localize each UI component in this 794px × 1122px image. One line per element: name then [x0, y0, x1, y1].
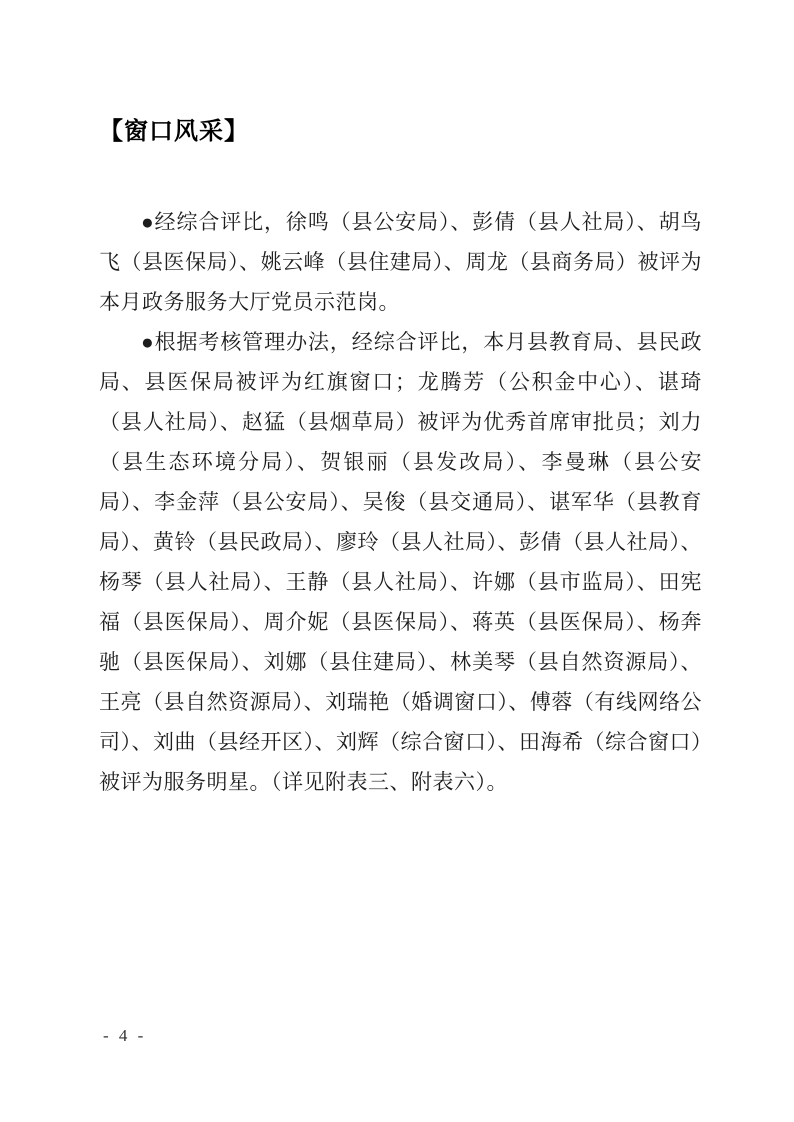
- paragraph-awards-party-model: ●经综合评比，徐鸣（县公安局）、彭倩（县人社局）、胡鸟飞（县医保局）、姚云峰（县住建局）、周龙（县商务局）被评为本月政务服务大厅党员示范岗。: [99, 210, 702, 314]
- page-number: - 4 -: [103, 1026, 147, 1045]
- paragraph-awards-red-flag-window: ●根据考核管理办法，经综合评比，本月县教育局、县民政局、县医保局被评为红旗窗口；龙腾芳（公积金中心）、谌琦（县人社局）、赵猛（县烟草局）被评为优秀首席审批员；刘力（县生态环境分局）、贺银丽（县发改局）、李曼琳（县公安局）、李金萍（县公安局）、吴俊（县交通局）、谌军华（县教育局）、黄铃（县民政局）、廖玲（县人社局）、彭倩（县人社局）、杨琴（县人社局）、王静（县人社局）、许娜（县市监局）、田宪福（县医保局）、周介妮（县医保局）、蒋英（县医保局）、杨奔驰（县医保局）、刘娜（县住建局）、林美琴（县自然资源局）、王亮（县自然资源局）、刘瑞艳（婚调窗口）、傅蓉（有线网络公司）、刘曲（县经开区）、刘辉（综合窗口）、田海希（综合窗口）被评为服务明星。（详见附表三、附表六）。: [99, 330, 702, 794]
- document-content: [99, 116, 702, 802]
- section-title: 【窗口风采】: [99, 118, 249, 145]
